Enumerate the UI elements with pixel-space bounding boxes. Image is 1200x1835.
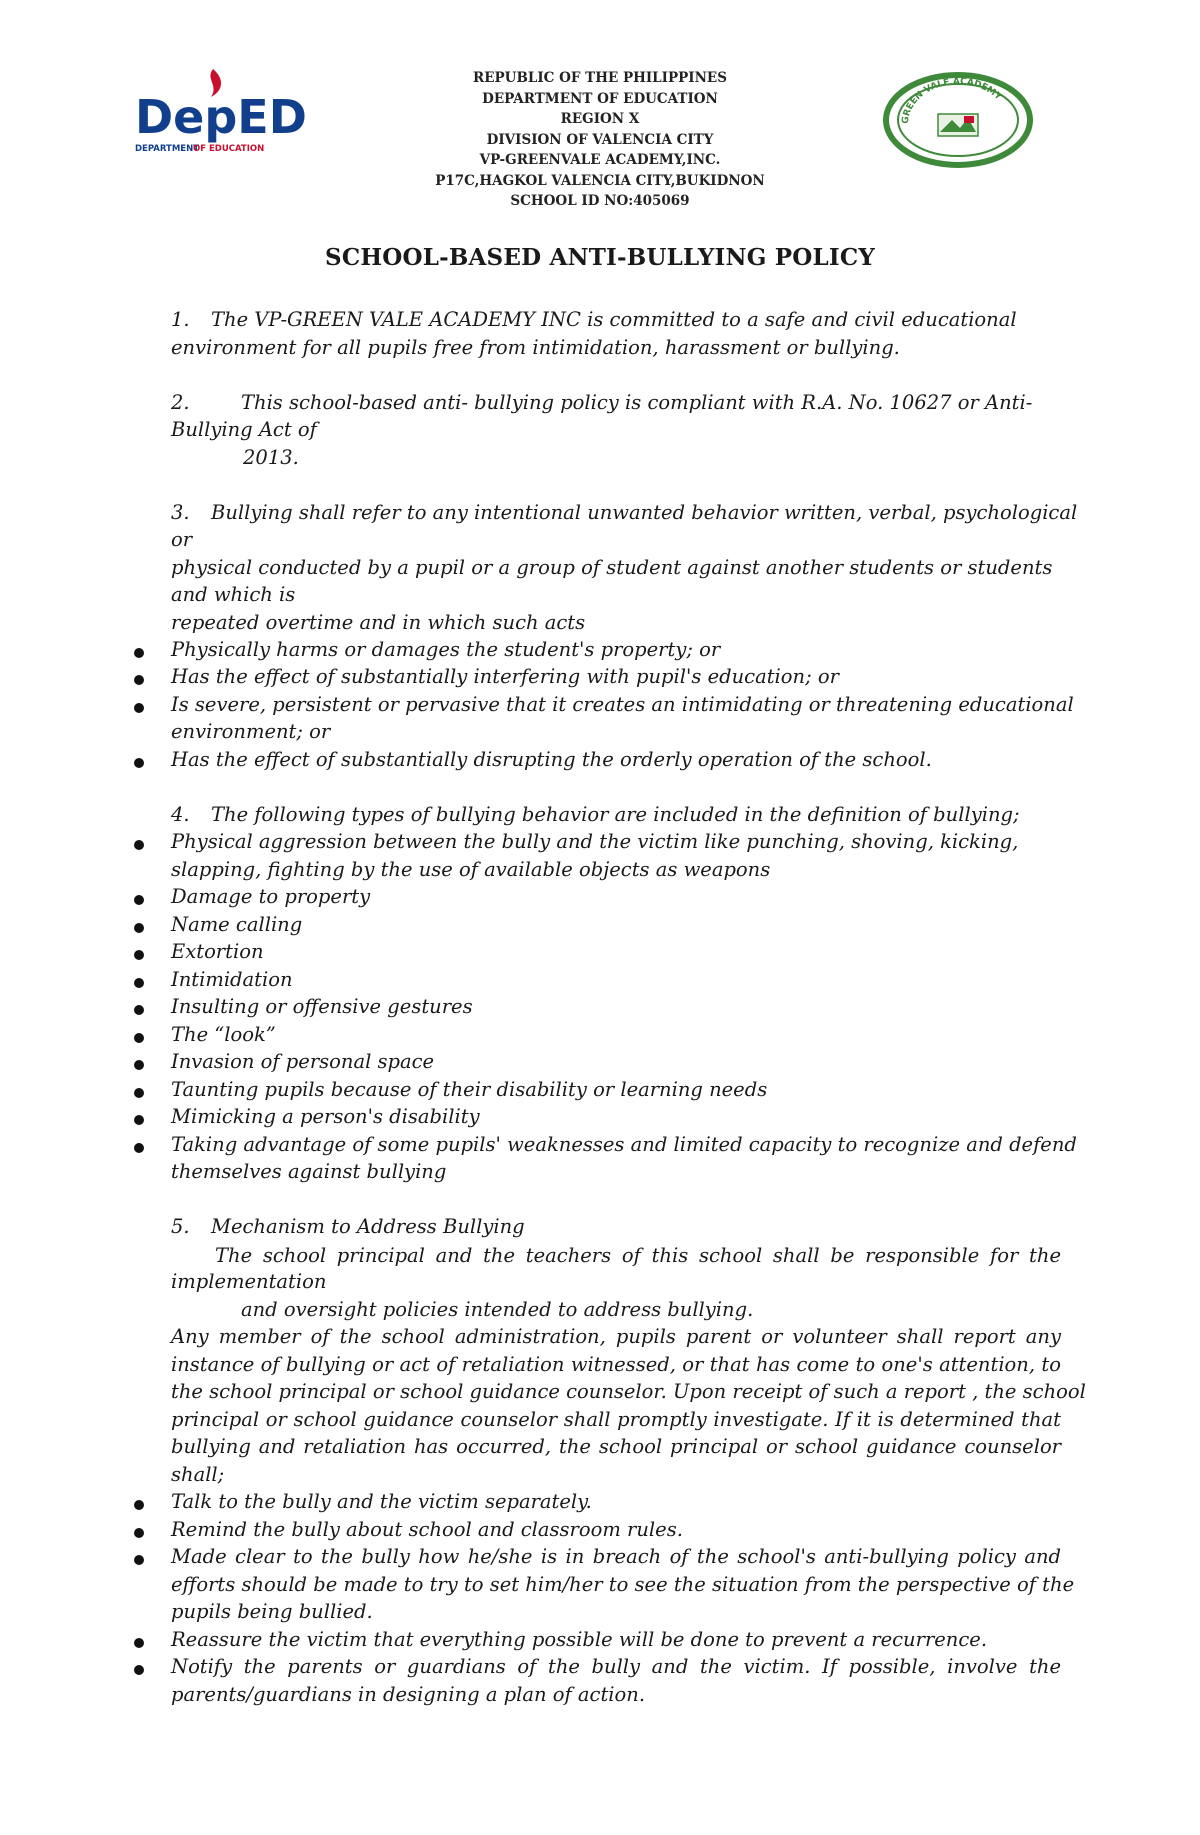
section-4-line: 4. The following types of bullying behavior are included in the definition of bullying; bbox=[171, 803, 1020, 826]
section-2-line: Bullying Act of bbox=[171, 418, 317, 441]
bullet-icon bbox=[134, 1115, 144, 1125]
section-3-line: physical conducted by a pupil or a group of student against another students or students bbox=[171, 556, 1053, 579]
list-item: Reassure the victim that everything possible will be done to prevent a recurrence. bbox=[171, 1628, 988, 1651]
list-item: Remind the bully about school and classroom rules. bbox=[171, 1518, 683, 1541]
bullet-icon bbox=[134, 895, 144, 905]
bullet-icon bbox=[134, 1088, 144, 1098]
paragraph-line: the school principal or school guidance counselor. Upon receipt of such a report , the school bbox=[171, 1380, 1086, 1403]
paragraph-line: instance of bullying or act of retaliation witnessed, or that has come to one's attention, to bbox=[171, 1353, 1061, 1376]
list-item: Intimidation bbox=[171, 968, 293, 991]
document-title: SCHOOL-BASED ANTI-BULLYING POLICY bbox=[325, 244, 875, 271]
paragraph-line: Any member of the school administration, pupils parent or volunteer shall report any bbox=[171, 1325, 1061, 1348]
bullet-icon bbox=[134, 1555, 144, 1565]
list-item: Invasion of personal space bbox=[171, 1050, 435, 1073]
list-item-continuation: pupils being bullied. bbox=[171, 1600, 373, 1623]
bullet-icon bbox=[134, 758, 144, 768]
section-3-line: 3. Bullying shall refer to any intentional unwanted behavior written, verbal, psychological bbox=[171, 501, 1078, 524]
paragraph-line: principal or school guidance counselor shall promptly investigate. If it is determined that bbox=[171, 1408, 1061, 1431]
bullet-icon bbox=[134, 1528, 144, 1538]
bullet-icon bbox=[134, 1665, 144, 1675]
list-item: Notify the parents or guardians of the bully and the victim. If possible, involve the bbox=[171, 1655, 1061, 1678]
section-1-line: environment for all pupils free from intimidation, harassment or bullying. bbox=[171, 336, 900, 359]
list-item: Taunting pupils because of their disability or learning needs bbox=[171, 1078, 768, 1101]
list-item-continuation: slapping, fighting by the use of available objects as weapons bbox=[171, 858, 771, 881]
letterhead-line: REPUBLIC OF THE PHILIPPINES bbox=[473, 70, 727, 86]
section-1-number: 1. bbox=[171, 308, 190, 331]
letterhead-line: VP-GREENVALE ACADEMY,INC. bbox=[479, 152, 721, 168]
list-item: Is severe, persistent or pervasive that it creates an intimidating or threatening educational bbox=[171, 693, 1074, 716]
section-5-heading: Mechanism to Address Bullying bbox=[211, 1215, 525, 1238]
deped-logo-subtitle-left: DEPARTMENT bbox=[135, 144, 200, 154]
bullet-icon bbox=[134, 675, 144, 685]
section-3-number: 3. bbox=[171, 501, 190, 524]
paragraph-line: bullying and retaliation has occurred, the school principal or school guidance counselor bbox=[171, 1435, 1061, 1458]
list-item: Talk to the bully and the victim separately. bbox=[171, 1490, 592, 1513]
section-3-line: or bbox=[171, 528, 193, 551]
school-seal bbox=[880, 68, 1035, 168]
seal-flag-icon bbox=[964, 116, 974, 123]
bullet-icon bbox=[134, 978, 144, 988]
section-3-line: repeated overtime and in which such acts bbox=[171, 611, 586, 634]
bullet-icon bbox=[134, 1143, 144, 1153]
bullet-icon bbox=[134, 950, 144, 960]
letterhead bbox=[360, 68, 840, 212]
list-item: Extortion bbox=[171, 940, 264, 963]
bullet-icon bbox=[134, 1033, 144, 1043]
list-item-continuation: environment; or bbox=[171, 720, 331, 743]
section-2-number: 2. bbox=[171, 391, 190, 414]
bullet-icon bbox=[134, 1005, 144, 1015]
bullet-icon bbox=[134, 840, 144, 850]
letterhead-line: REGION X bbox=[560, 111, 640, 127]
list-item: The “look” bbox=[171, 1023, 276, 1046]
list-item: Has the effect of substantially interfering with pupil's education; or bbox=[171, 665, 839, 688]
bullet-icon bbox=[134, 1500, 144, 1510]
list-item: Taking advantage of some pupils' weaknesses and limited capacity to recognize and defend bbox=[171, 1133, 1077, 1156]
section-4-number: 4. bbox=[171, 803, 190, 826]
list-item: Has the effect of substantially disrupting the orderly operation of the school. bbox=[171, 748, 932, 771]
paragraph-line: The school principal and the teachers of this school shall be responsible for the bbox=[215, 1244, 1061, 1267]
deped-logo-text: DepED bbox=[135, 90, 307, 144]
section-5-number: 5. bbox=[171, 1215, 190, 1238]
paragraph-line: and oversight policies intended to address bullying. bbox=[241, 1298, 754, 1321]
deped-logo bbox=[135, 65, 307, 160]
bullet-icon bbox=[134, 703, 144, 713]
seal-text: GREEN VALE ACADEMY bbox=[900, 76, 1004, 125]
letterhead-line: SCHOOL ID NO:405069 bbox=[510, 193, 690, 209]
letterhead-line: DEPARTMENT OF EDUCATION bbox=[482, 90, 718, 107]
paragraph-line: shall; bbox=[171, 1463, 225, 1486]
list-item: Insulting or offensive gestures bbox=[171, 995, 473, 1018]
section-2-line: 2. This school-based anti- bullying policy is compliant with R.A. No. 10627 or Anti- bbox=[171, 391, 1033, 414]
section-1-line: 1. The VP-GREEN VALE ACADEMY INC is committed to a safe and civil educational bbox=[171, 308, 1017, 331]
letterhead-line: DIVISION OF VALENCIA CITY bbox=[486, 131, 714, 148]
list-item-continuation: themselves against bullying bbox=[171, 1160, 447, 1183]
bullet-icon bbox=[134, 648, 144, 658]
list-item: Damage to property bbox=[171, 885, 371, 908]
section-3-line: and which is bbox=[171, 583, 296, 606]
list-item-continuation: efforts should be made to try to set him/her to see the situation from the perspective of the bbox=[171, 1573, 1075, 1596]
section-5-line bbox=[171, 1214, 1071, 1240]
bullet-icon bbox=[134, 923, 144, 933]
paragraph-line: implementation bbox=[171, 1270, 327, 1293]
list-item: Mimicking a person's disability bbox=[171, 1105, 480, 1128]
deped-logo-subtitle-right: OF EDUCATION bbox=[193, 144, 265, 154]
letterhead-line: P17C,HAGKOL VALENCIA CITY,BUKIDNON bbox=[435, 172, 765, 189]
bullet-icon bbox=[134, 1638, 144, 1648]
list-item: Physically harms or damages the student's property; or bbox=[171, 638, 721, 661]
list-item: Made clear to the bully how he/she is in breach of the school's anti-bullying policy and bbox=[171, 1545, 1061, 1568]
bullet-icon bbox=[134, 1060, 144, 1070]
section-2-line: 2013. bbox=[243, 446, 299, 469]
list-item-continuation: parents/guardians in designing a plan of action. bbox=[171, 1683, 646, 1706]
list-item: Name calling bbox=[171, 913, 303, 936]
list-item: Physical aggression between the bully and the victim like punching, shoving, kicking, bbox=[171, 830, 1019, 853]
